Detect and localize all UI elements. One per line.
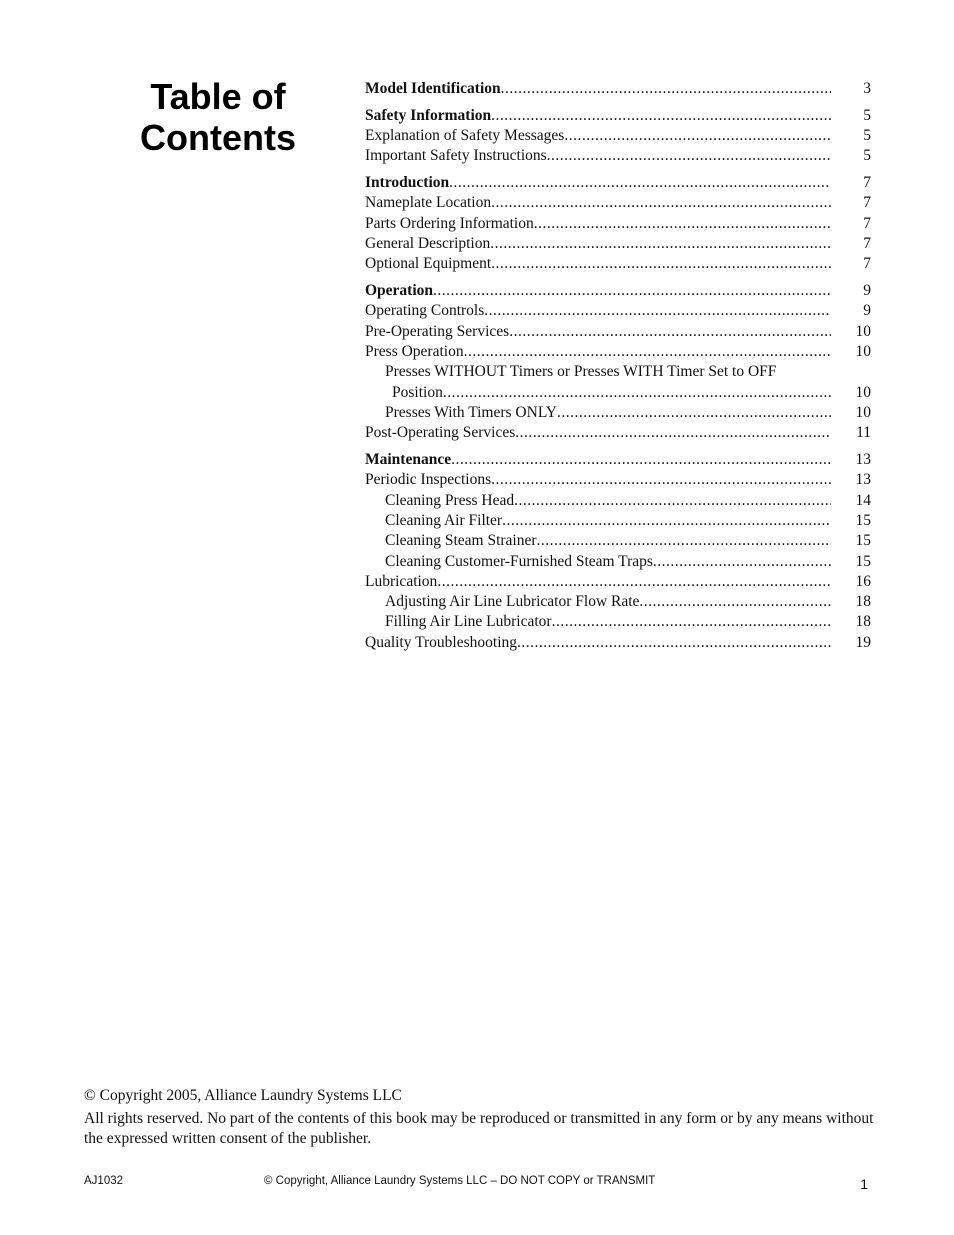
toc-entry[interactable]	[365, 511, 871, 531]
toc-entry-page: 5	[863, 127, 871, 145]
toc-entry[interactable]	[365, 491, 871, 511]
toc-entry-label: Position	[392, 383, 443, 401]
toc-entry-label: Cleaning Steam Strainer	[385, 532, 537, 550]
toc-entry-page: 7	[863, 235, 871, 253]
dot-leader	[639, 592, 831, 612]
toc-entry-label: General Description	[365, 235, 491, 253]
toc-entry-label: Explanation of Safety Messages	[365, 127, 565, 145]
toc-entry[interactable]	[365, 322, 871, 342]
toc-entry-label: Post-Operating Services	[365, 424, 516, 442]
toc-entry[interactable]	[365, 612, 871, 632]
toc-entry-page: 7	[863, 174, 871, 192]
toc-entry-label: Quality Troubleshooting	[365, 633, 518, 651]
toc-entry-page: 14	[855, 491, 871, 509]
toc-entry-label: Cleaning Air Filter	[385, 511, 503, 529]
toc-entry-page: 13	[855, 471, 871, 489]
toc-entry-page: 10	[855, 383, 871, 401]
toc-entry-label: Adjusting Air Line Lubricator Flow Rate	[385, 593, 640, 611]
toc-entry-label: Presses With Timers ONLY	[385, 403, 557, 421]
toc-entry-page: 7	[863, 194, 871, 212]
page-title	[118, 76, 318, 158]
toc-entry-page: 3	[863, 80, 871, 97]
toc-entry[interactable]	[365, 234, 871, 254]
toc-entry-page: 18	[855, 613, 871, 631]
toc-entry-label: Periodic Inspections	[365, 471, 492, 489]
dot-leader	[490, 234, 831, 254]
footer-notice: © Copyright, Alliance Laundry Systems LLC – DO NOT COPY or TRANSMIT	[264, 1175, 656, 1187]
toc-entry-page: 15	[855, 532, 871, 550]
toc-entry-label: Parts Ordering Information	[365, 214, 534, 232]
toc-entry-page: 10	[855, 403, 871, 421]
toc-entry-label: Operation	[365, 282, 434, 300]
dot-leader	[491, 254, 831, 274]
toc-entry-label: Cleaning Customer-Furnished Steam Traps	[385, 552, 653, 570]
dot-leader	[464, 342, 831, 362]
toc-entry-page: 10	[855, 322, 871, 340]
toc-entry-page: 18	[855, 593, 871, 611]
toc-entry[interactable]	[365, 572, 871, 592]
toc-entry-page: 9	[863, 302, 871, 320]
toc-entry-label: Cleaning Press Head	[385, 491, 515, 509]
toc-entry-page: 7	[863, 255, 871, 273]
toc-entry[interactable]	[365, 592, 871, 612]
toc-entry-label: Filling Air Line Lubricator	[385, 613, 552, 631]
copyright-block	[84, 1086, 874, 1149]
toc-entry-label: Pre-Operating Services	[365, 322, 510, 340]
toc-section	[365, 450, 871, 653]
toc-entry-label: Safety Information	[365, 106, 492, 124]
toc-entry-page: 5	[863, 147, 871, 165]
toc-entry[interactable]	[365, 552, 871, 572]
toc-entry[interactable]	[365, 214, 871, 234]
dot-leader	[517, 633, 831, 653]
dot-leader	[491, 193, 831, 213]
dot-leader	[502, 511, 831, 531]
page-footer	[84, 1174, 874, 1194]
dot-leader	[564, 126, 831, 146]
toc-entry-label: Model Identification	[365, 80, 501, 97]
toc-entry[interactable]	[365, 79, 871, 99]
toc-entry-page: 13	[855, 451, 871, 469]
toc-entry[interactable]	[365, 301, 871, 321]
toc-entry[interactable]	[365, 281, 871, 301]
toc-entry-page: 9	[863, 282, 871, 300]
toc-entry[interactable]	[365, 383, 871, 403]
dot-leader	[534, 214, 831, 234]
toc-entry-page: 10	[855, 343, 871, 361]
dot-leader	[451, 450, 831, 470]
toc-section	[365, 281, 871, 443]
rights-statement: All rights reserved. No part of the contents of this book may be reproduced or transmitted in any form or by any means without the expressed written consent of the publisher.	[84, 1110, 874, 1147]
toc-entry-label: Lubrication	[365, 572, 438, 590]
toc-entry-label: Important Safety Instructions	[365, 147, 547, 165]
toc-entry-label: Presses WITHOUT Timers or Presses WITH Timer Set to OFF	[385, 363, 777, 381]
page-title-line2: Contents	[140, 117, 296, 158]
dot-leader	[537, 531, 831, 551]
dot-leader	[491, 106, 831, 126]
toc-entry[interactable]	[365, 423, 871, 443]
dot-leader	[484, 301, 831, 321]
toc-entry-page: 5	[863, 106, 871, 124]
dot-leader	[509, 322, 831, 342]
toc-entry[interactable]	[365, 531, 871, 551]
dot-leader	[653, 552, 831, 572]
toc-section	[365, 173, 871, 274]
toc-entry-page: 16	[855, 572, 871, 590]
toc-entry[interactable]	[365, 193, 871, 213]
toc-entry[interactable]	[365, 106, 871, 126]
toc-entry-page: 15	[855, 552, 871, 570]
table-of-contents	[365, 79, 871, 660]
toc-entry-page: 19	[855, 633, 871, 651]
dot-leader	[547, 146, 831, 166]
toc-section	[365, 106, 871, 167]
page-title-line1: Table of	[150, 76, 286, 117]
dot-leader	[552, 612, 831, 632]
toc-entry-label: Operating Controls	[365, 302, 485, 320]
toc-entry[interactable]	[365, 146, 871, 166]
dot-leader	[557, 403, 831, 423]
toc-entry-page: 15	[855, 511, 871, 529]
dot-leader	[437, 572, 831, 592]
toc-entry[interactable]	[365, 126, 871, 146]
toc-entry-label: Introduction	[365, 174, 450, 192]
toc-entry[interactable]	[365, 450, 871, 470]
dot-leader	[433, 281, 831, 301]
toc-entry-page: 11	[856, 424, 871, 442]
copyright-line: © Copyright 2005, Alliance Laundry Systems LLC	[84, 1087, 402, 1104]
toc-entry[interactable]	[365, 342, 871, 362]
dot-leader	[501, 79, 831, 99]
dot-leader	[491, 470, 831, 490]
dot-leader	[515, 423, 831, 443]
toc-entry[interactable]	[365, 362, 871, 382]
toc-entry[interactable]	[365, 403, 871, 423]
toc-entry-label: Press Operation	[365, 343, 464, 361]
toc-entry[interactable]	[365, 254, 871, 274]
document-id: AJ1032	[84, 1175, 124, 1187]
toc-entry[interactable]	[365, 633, 871, 653]
toc-entry-page: 7	[863, 214, 871, 232]
toc-entry[interactable]	[365, 470, 871, 490]
dot-leader	[449, 173, 831, 193]
page-number: 1	[860, 1176, 868, 1192]
dot-leader	[514, 491, 831, 511]
toc-entry-label: Maintenance	[365, 451, 452, 469]
dot-leader	[443, 383, 831, 403]
toc-section	[365, 79, 871, 99]
toc-entry-label: Nameplate Location	[365, 194, 492, 212]
toc-entry-label: Optional Equipment	[365, 255, 492, 273]
toc-entry[interactable]	[365, 173, 871, 193]
